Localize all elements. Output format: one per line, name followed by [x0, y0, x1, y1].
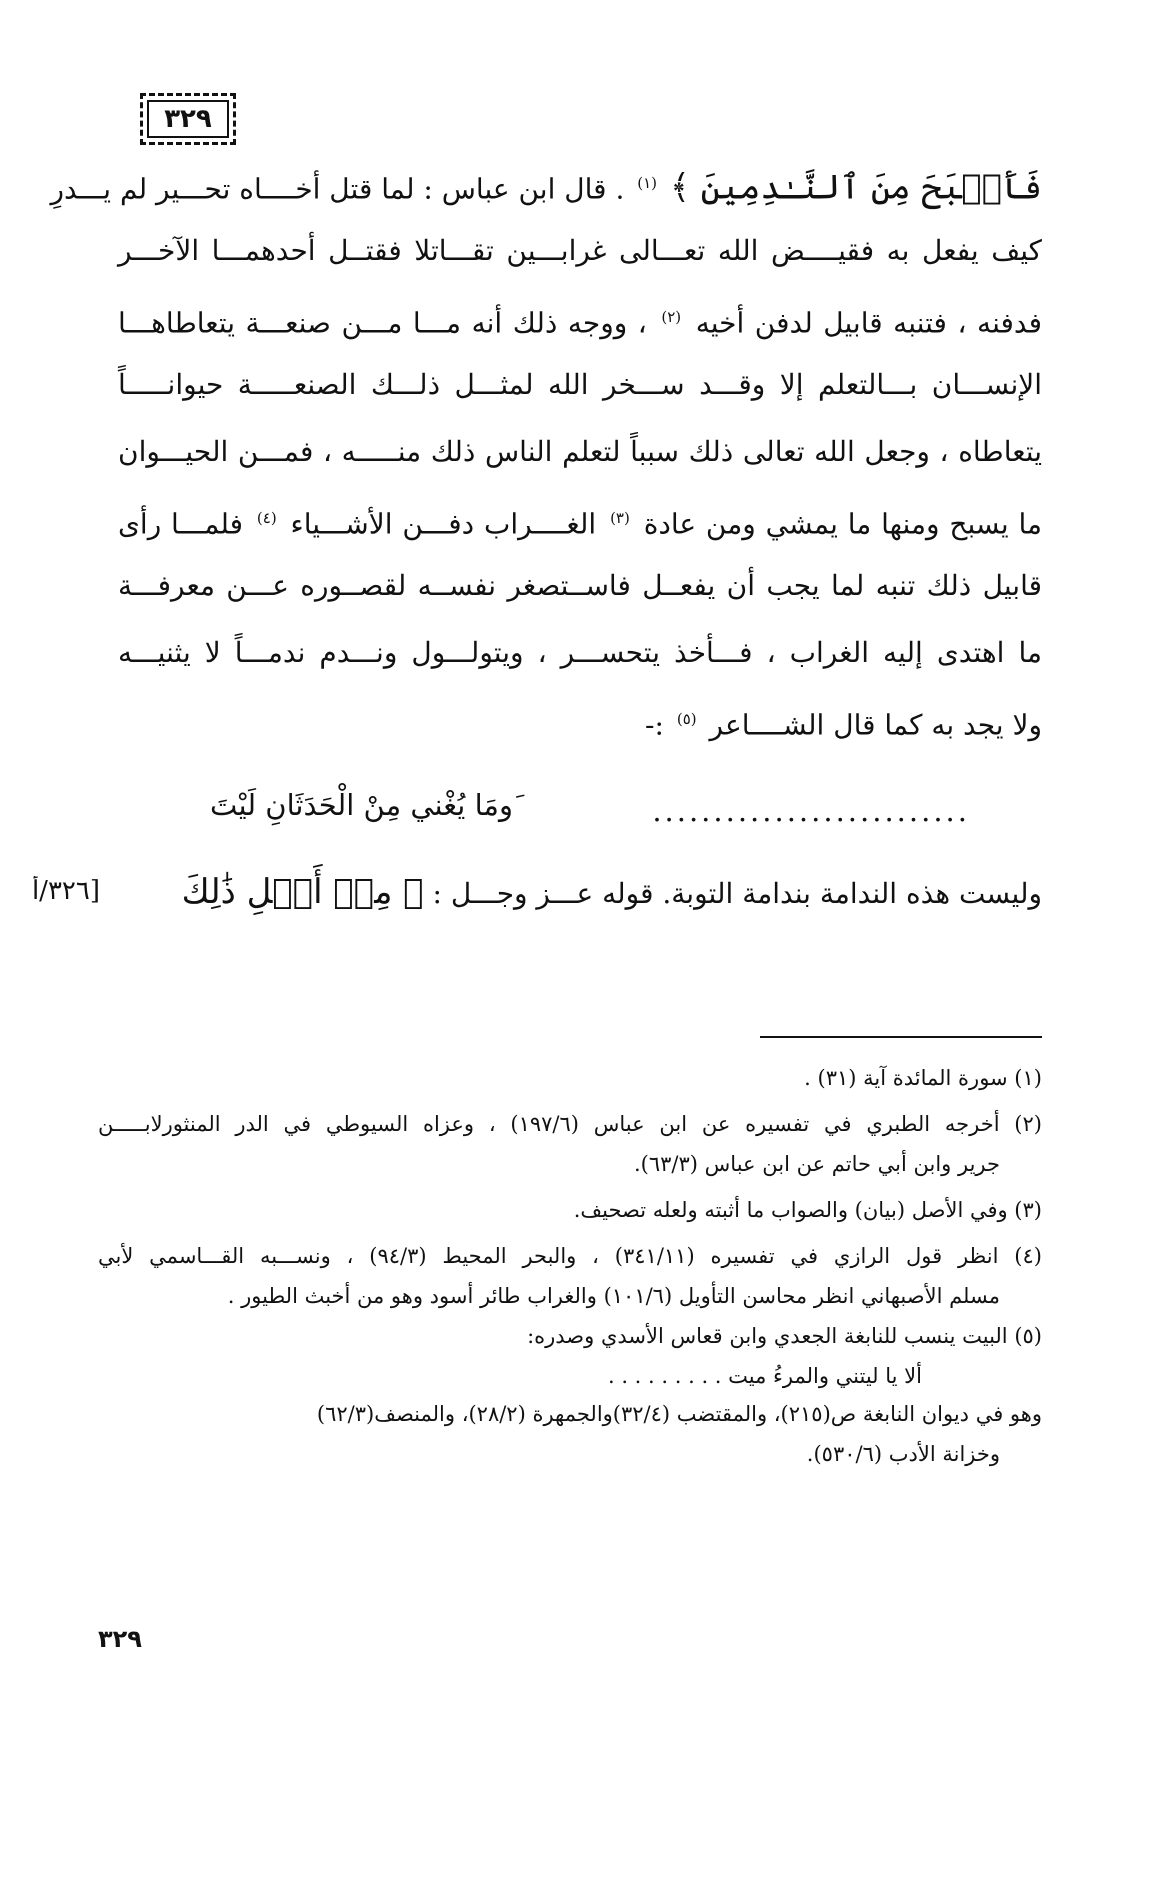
footnote-5: (٥) البيت ينسب للنابغة الجعدي وابن قعاس الأسدي وصدره: [527, 1324, 1042, 1348]
footnote-ref: (٣) [610, 509, 630, 527]
verse-hemistich: َومَا يُغْني مِنْ الْحَدَثَانِ لَيْتَ [210, 788, 513, 822]
line-text: الإنســـان بـــالتعلم إلا وقـــد ســـخر الله لمثـــل ذلـــك الصنعـــــة حيوانـــــاً [118, 368, 1043, 401]
poetry-verse [210, 780, 970, 840]
text-line-2 [118, 217, 1042, 284]
line-text: ولا يجد به كما قال الشــــاعر [709, 708, 1042, 742]
text-line-5 [118, 418, 1042, 485]
text-line-1 [50, 150, 1042, 217]
line-text: فلمـــا رأى [118, 507, 244, 541]
text-line-10 [108, 872, 1042, 942]
line-text: قابيل ذلك تنبه لما يجب أن يفعــل فاســتصغر نفســه لقصــوره عـــن معرفـــة [118, 569, 1042, 602]
page-number-box [140, 93, 236, 145]
footnote-3: (٣) وفي الأصل (بيان) والصواب ما أثبته ولعله تصحيف. [573, 1198, 1042, 1222]
text-line-7 [118, 552, 1042, 619]
footnote-ref: (٤) [256, 509, 277, 527]
text-line-9 [118, 686, 1042, 753]
quran-quote: ﴿ مِنۡ أَجۡلِ ذَٰلِكَ [181, 872, 424, 912]
line-text: وليست هذه الندامة بندامة التوبة. قوله عـــز وجـــل : [432, 877, 1042, 910]
text-line-6 [118, 485, 1042, 552]
footnote-2: (٢) أخرجه الطبري في تفسيره عن ابن عباس (١٩٧/٦) ، وعزاه السيوطي في الدر المنثورلابـــــن [98, 1112, 1042, 1136]
text-line-4 [118, 351, 1042, 418]
main-text [50, 150, 1043, 753]
line-text: ، ووجه ذلك أنه مـــا مـــن صنعـــة يتعاطاهـــا [118, 306, 647, 340]
line-text: الغــــراب دفـــن الأشـــياء [290, 507, 597, 541]
line-text: :- [645, 708, 664, 742]
line-text: فدفنه ، فتنبه قابيل لدفن أخيه [695, 306, 1042, 340]
footnote-ref: (٥) [676, 710, 697, 728]
line-text: . قال ابن عباس : لما قتل أخــــاه تحـــير لم يـــدرِ [50, 172, 625, 206]
line-text: كيف يفعل به فقيــــض الله تعـــالى غرابـــين تقـــاتلا فقتــل أحدهمـــا الآخـــر [118, 234, 1042, 267]
manuscript-folio-ref: [٣٢٦/أ [31, 876, 100, 906]
line-text: يتعاطاه ، وجعل الله تعالى ذلك سبباً لتعلم الناس ذلك منـــــه ، فمـــن الحيـــوان [118, 435, 1042, 468]
page-number-footer: ٣٢٩ [98, 1625, 142, 1653]
text-line-3 [118, 284, 1042, 351]
footnote-5-cont-2: وخزانة الأدب (٥٣٠/٦). [806, 1442, 1000, 1466]
footnote-4-cont: مسلم الأصبهاني انظر محاسن التأويل (١٠١/٦) والغراب طائر أسود وهو من أخبث الطيور . [227, 1284, 1000, 1308]
footnote-divider [760, 1036, 1042, 1038]
footnote-ref: (١) [637, 174, 658, 192]
page-number-box-text: ٣٢٩ [164, 104, 212, 134]
footnote-2-cont: جرير وابن أبي حاتم عن ابن عباس (٦٣/٣). [634, 1152, 1000, 1176]
footnote-1: (١) سورة المائدة آية (٣١) . [804, 1066, 1042, 1090]
footnote-ref: (٢) [661, 308, 682, 326]
quran-quote: فَأَصۡبَحَ مِنَ ٱلنَّـٰدِمِينَ ﴾ [669, 167, 1042, 208]
footnote-4: (٤) انظر قول الرازي في تفسيره (٣٤١/١١) ، والبحر المحيط (٩٤/٣) ، ونســـبه القـــاسمي لأبي [98, 1244, 1042, 1268]
text-line-8 [118, 619, 1042, 686]
footnote-5-cont: وهو في ديوان النابغة ص(٢١٥)، والمقتضب (٣٢/٤)والجمهرة (٢٨/٢)، والمنصف(٦٢/٣) [316, 1402, 1042, 1426]
footnotes [98, 1058, 1042, 1474]
line-text: ما يسبح ومنها ما يمشي ومن عادة [643, 507, 1043, 541]
line-text: ما اهتدى إليه الغراب ، فـــأخذ يتحســـر ، ويتولـــول ونـــدم ندمـــاً لا يثنيـــه [118, 636, 1042, 669]
footnote-5-poem: ألا يا ليتني والمرءُ ميت . . . . . . . . . [607, 1364, 922, 1388]
verse-ellipsis: .......................... [652, 794, 970, 828]
